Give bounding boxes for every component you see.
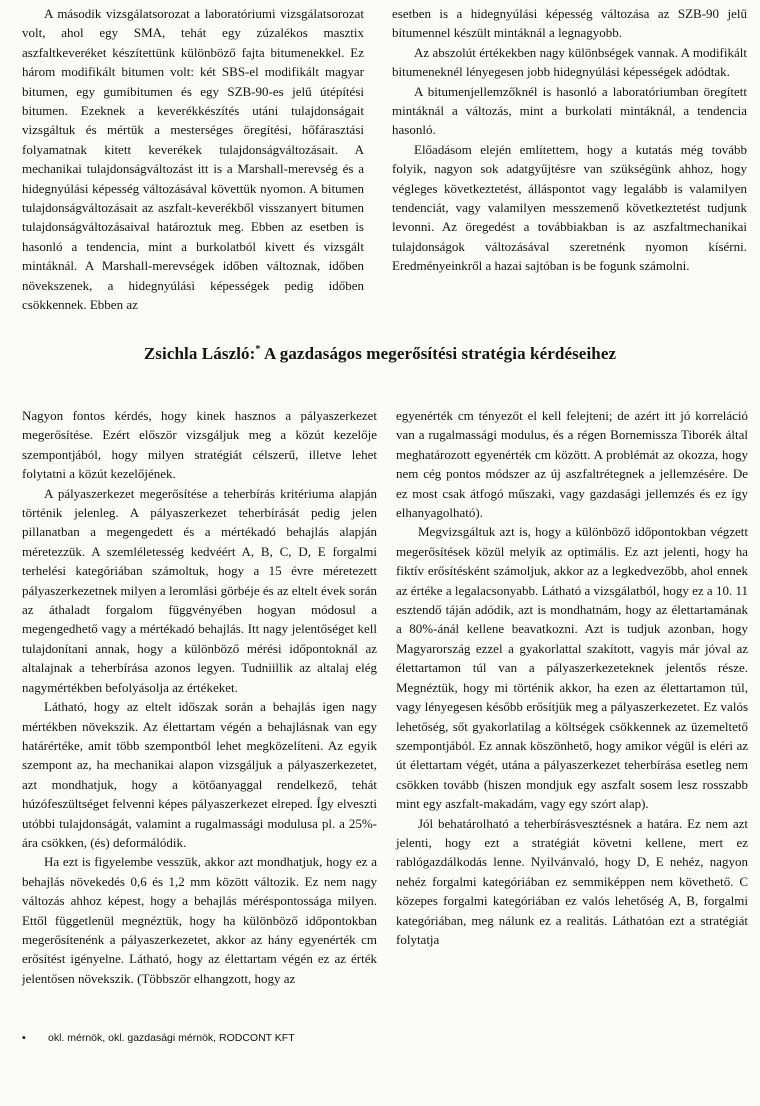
paragraph: egyenérték cm tényezőt el kell felejteni; de azért itt jó korreláció van a rugalmassági modulus, és a régen Bornemissza Tiborék által meghatározott egyenérték cm között. A problémát az okozza, hogy nem cég pontos módszer az új aszfaltrétegnek a jellemzésére. De ez most csak átfogó műszaki, vagy gazdasági jellemzés és ez így elhanyagolható). (396, 408, 748, 521)
footnote-mark: • (22, 1032, 26, 1044)
paragraph: A pályaszerkezet megerősítése a teherbírás kritériuma alapján történik jelenleg. A pályaszerkezet teherbírását pedig jelen pillanatban a megengedett és a mértékadó behajlás alapján méretezzük. A szemléletesség kedvéért A, B, C, D, E forgalmi terhelési kategóriában számoltuk, hogy a 15 évre méretezett pályaszerkezetnek milyen a leromlási görbéje és az eltelt évek során az áthaladt forgalom függvényében hogyan módosul a megengedhető vagy a mértékadó behajlás. Itt nagy jelentőséget kell tulajdonítani annak, hogy a különböző mérési időpontoknál az altalajnak a teherbírása azonos legyen. Tudniillik az altalaj elég nagymértékben befolyásolja az értékeket. (22, 485, 377, 695)
footnote-asterisk: * (255, 344, 261, 355)
paragraph: Előadásom elején említettem, hogy a kutatás még tovább folyik, nagyon sok adatgyűjtésre van szükségünk ahhoz, hogy végleges következtetést, álláspontot vagy legalább is valamilyen tendenciát, vagy valamilyen messzemenő következtetést tudjunk levonni. Az öregedést a továbbiakban is az aszfaltmechanikai tulajdonságok változásával szeretnénk nyomon kísérni. Eredményeinkről a hazai sajtóban is be fogunk számolni. (392, 141, 747, 274)
paragraph: Nagyon fontos kérdés, hogy kinek hasznos a pályaszerkezet megerősítése. Ezért először vizsgáljuk meg a közút kezelője szempontjából, hogy milyen stratégiát célszerű, illetve lehet folytatni a közút kezelőjének. (22, 408, 377, 482)
top-right-column (392, 4, 747, 276)
paragraph: Látható, hogy az eltelt időszak során a behajlás igen nagy mértékben növekszik. Az élettartam végén a behajlásnak van egy határértéke, amit több szempontból lehet megközelíteni. Az egyik szempont az, ha mechanikai alapon vizsgáljuk a pályaszerkezetet, azt mondhatjuk, hogy a kötőanyaggal rendelkező, tehát húzófeszültséget felvenni képes pályaszerkezet elreped. Így elveszti utóbbi tulajdonságát, valamint a rugalmassági modulusa pl. a 25%-ára csökken, (és) deformálódik. (22, 699, 377, 850)
paragraph: Jól behatárolható a teherbírásvesztésnek a határa. Ez nem azt jelenti, hogy ezt a stratégiát követni kellene, mert ez rablógazdálkodás lenne. Nyilvánvaló, hogy D, E nehéz, nagyon nehéz forgalmi kategóriában ez semmiképpen nem követhető. C közepes forgalmi kategóriában ez valós lehetőség A, B, forgalmi kategóriában, meg nálunk ez a realitás. Láthatóan ezt a stratégiát folytatja (396, 815, 748, 947)
article-author: Zsichla László: (143, 344, 256, 363)
paragraph: A bitumenjellemzőknél is hasonló a laboratóriumban öregített mintáknál a változás, mint a burkolati mintáknál, a tendencia hasonló. (392, 83, 747, 138)
footnote (22, 1031, 382, 1045)
top-left-column (22, 4, 364, 315)
article-title-text: A gazdaságos megerősítési stratégia kérdéseihez (263, 344, 617, 363)
paragraph: A második vizsgálatsorozat a laboratóriumi vizsgálatsorozat volt, ahol egy SMA, tehát egy zúzalékos masztix aszfaltkeveréket készítettünk különböző fajta bitumenekkel. Ez három modifikált bitumen volt: két SBS-el modifikált magyar bitumen, egy gumibitumen és egy SZB-90-es jelű útépítési bitumen. Ezeknek a keverékkészítés utáni tulajdonságait vizsgáltuk és mértük a mesterséges öregítési, hőfárasztási folyamatnak kitett keverékek tulajdonságváltozásait. A mechanikai tulajdonságváltozást itt is a Marshall-merevség és a hidegnyúlási képesség változásával követtük nyomon. A bitumen tulajdonságváltozásait az aszfalt-keverékből visszanyert bitumen tulajdonságváltozásaival határoztuk meg. Ebben az esetben is hasonló a tendencia, mint a burkolatból kivett és vizsgált mintáknál. A Marshall-merevségek időben változnak, időben növekszenek, a hidegnyúlási képességek pedig időben csökkennek. Ebben az (22, 6, 364, 313)
paragraph: Az abszolút értékekben nagy különbségek vannak. A modifikált bitumeneknél lényegesen jobb hidegnyúlási képességek adódtak. (392, 44, 747, 80)
article-title (0, 339, 760, 365)
paragraph: esetben is a hidegnyúlási képesség változása az SZB-90 jelű bitumennel készült mintáknál a legnagyobb. (392, 6, 747, 41)
bottom-left-column (22, 406, 377, 988)
paragraph: Ha ezt is figyelembe vesszük, akkor azt mondhatjuk, hogy ez a behajlás növekedés 0,6 és 1,2 mm között változik. Ez nem nagy változás ahhoz képest, hogy a behajlás méréspontossága milyen. Ettől függetlenül megnéztük, hogy ha különböző időpontokban megerősítenénk a pályaszerkezetet, akkor az hány egyenérték cm erősítést igényelne. Látható, hogy az élettartam végén ez az érték jelentősen növekszik. (Többször elhangzott, hogy az (22, 854, 377, 986)
paragraph: Megvizsgáltuk azt is, hogy a különböző időpontokban végzett megerősítések közül melyik az optimális. Ez azt jelenti, hogy ha fiktív erősítésként számoljuk, akkor az a legkedvezőbb, ahol ennek az értéke a legalacsonyabb. Látható a vizsgálatból, hogy ez a 10. 11 esztendő táján adódik, azt is mondhatnám, hogy az élettartamának a 80%-ánál kellene beavatkozni. Azt is tudjuk azonban, hogy Magyarország ezzel a gyakorlattal szakított, vagyis már jóval az élettartamon túl van a pályaszerkezeteknek jelentős része. Megnéztük, hogy mi történik akkor, ha ezen az élettartamon túl, vagy lényegesen később erősítjük meg a pályaszerkezetet. Ez valós lehetőség, sőt gyakorlatilag a költségek csökkennek az üzemeltető szempontjából. Ez annak köszönhető, hogy amikor végül is eléri az út élettartam végét, utána a pályaszerkezet teherbírása esetleg nem csökken tovább (hiszen mondjuk egy aszfalt sosem lesz rosszabb mint egy aszfalt-makadám, vagy egy szórt alap). (396, 524, 748, 812)
bottom-right-column (396, 406, 748, 949)
footnote-text: okl. mérnök, okl. gazdasági mérnök, RODCONT KFT (48, 1032, 295, 1044)
